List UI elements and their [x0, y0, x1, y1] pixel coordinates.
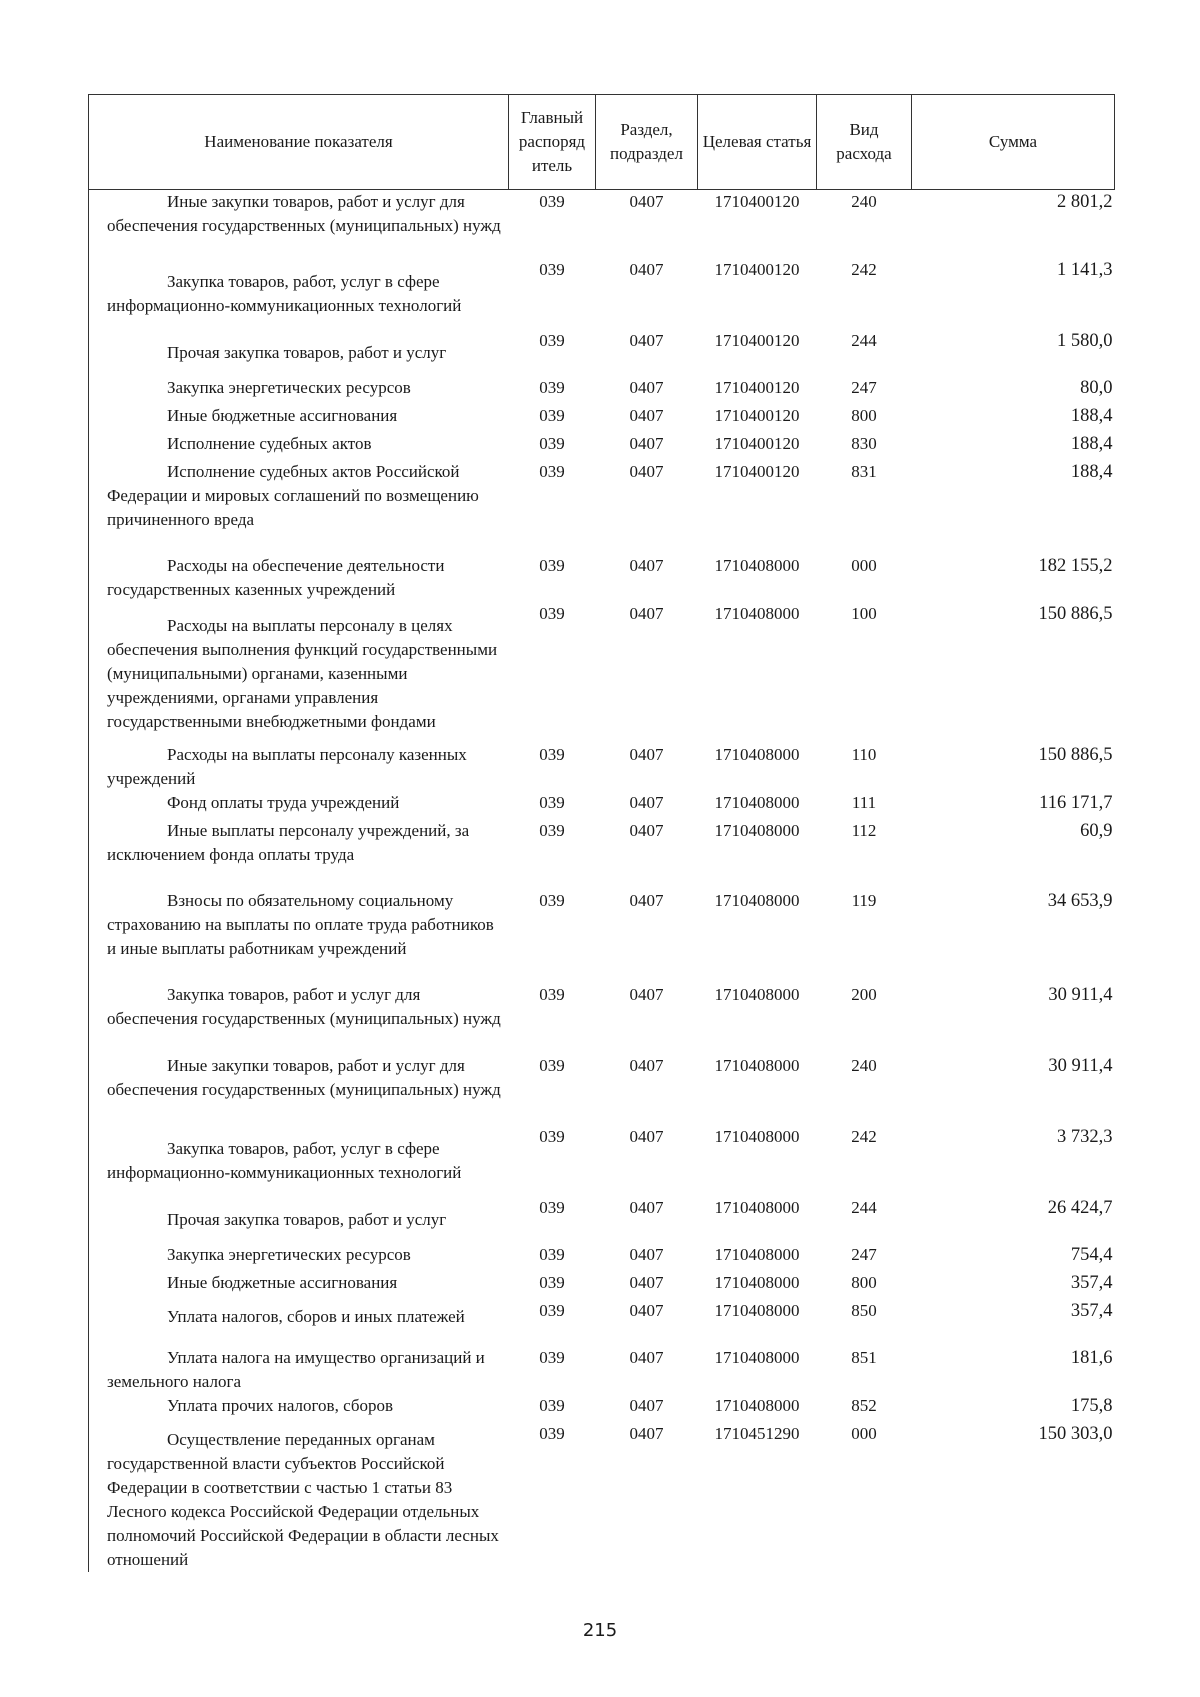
row-main-manager: 039	[539, 192, 565, 211]
row-expense-type: 830	[851, 433, 877, 453]
row-target-article: 1710400120	[714, 461, 800, 481]
row-name-text: Иные закупки товаров, работ и услуг для обеспечения государственных (муниципальных) нужд	[107, 1055, 501, 1099]
table-row	[89, 258, 1115, 329]
header-target-article: Целевая статья	[698, 95, 817, 190]
row-expense-type: 800	[851, 1272, 877, 1292]
row-section: 0407	[629, 820, 664, 840]
row-main-manager: 039	[539, 1272, 565, 1292]
row-expense-type: 247	[851, 1244, 877, 1264]
row-sum: 30 911,4	[1048, 984, 1113, 1005]
row-target-article: 1710408000	[714, 1244, 800, 1264]
row-target-article: 1710408000	[714, 984, 800, 1004]
table-row	[89, 983, 1115, 1054]
row-main-manager: 039	[539, 461, 565, 481]
row-expense-type: 200	[851, 984, 877, 1004]
row-expense-type: 100	[851, 603, 877, 623]
row-name	[89, 258, 509, 329]
row-section: 0407	[629, 377, 664, 397]
page-number: 215	[582, 1620, 618, 1641]
row-name	[89, 190, 509, 258]
row-section: 0407	[629, 192, 664, 211]
row-name	[89, 1346, 509, 1394]
row-name	[89, 1054, 509, 1125]
row-sum: 80,0	[1080, 377, 1113, 398]
row-main-manager: 039	[539, 330, 565, 350]
row-expense-type: 247	[851, 377, 877, 397]
row-sum: 188,4	[1070, 405, 1113, 426]
row-expense-type: 800	[851, 405, 877, 425]
row-main-manager: 039	[539, 1126, 565, 1146]
row-name-text: Уплата налогов, сборов и иных платежей	[167, 1306, 465, 1326]
row-name-text: Прочая закупка товаров, работ и услуг	[167, 1209, 447, 1229]
row-section: 0407	[629, 461, 664, 481]
table-row	[89, 432, 1115, 460]
row-name-text: Прочая закупка товаров, работ и услуг	[167, 342, 447, 362]
row-expense-type: 000	[851, 555, 877, 575]
row-name	[89, 1125, 509, 1196]
row-target-article: 1710408000	[714, 744, 800, 764]
row-section: 0407	[629, 555, 664, 575]
row-sum: 2 801,2	[1057, 192, 1113, 212]
row-sum: 30 911,4	[1048, 1055, 1113, 1076]
row-name-text: Исполнение судебных актов	[167, 433, 372, 453]
budget-table	[88, 94, 1115, 1572]
row-name-text: Расходы на обеспечение деятельности государственных казенных учреждений	[107, 555, 445, 599]
row-target-article: 1710408000	[714, 1126, 800, 1146]
row-name-text: Закупка энергетических ресурсов	[167, 1244, 411, 1264]
row-main-manager: 039	[539, 820, 565, 840]
row-sum: 60,9	[1080, 820, 1113, 841]
table-row	[89, 1125, 1115, 1196]
row-expense-type: 831	[851, 461, 877, 481]
row-sum: 150 886,5	[1038, 744, 1113, 765]
row-sum: 357,4	[1070, 1272, 1113, 1293]
row-main-manager: 039	[539, 792, 565, 812]
row-name	[89, 1243, 509, 1271]
row-name-text: Расходы на выплаты персоналу казенных учреждений	[107, 744, 467, 788]
row-name-text: Иные закупки товаров, работ и услуг для обеспечения государственных (муниципальных) нужд	[107, 192, 501, 235]
row-sum: 175,8	[1070, 1395, 1113, 1416]
header-section: Раздел, подраздел	[596, 95, 698, 190]
row-expense-type: 244	[851, 1197, 877, 1217]
row-target-article: 1710408000	[714, 1347, 800, 1367]
header-expense-type: Вид расхода	[817, 95, 912, 190]
row-name	[89, 1394, 509, 1422]
row-main-manager: 039	[539, 890, 565, 910]
row-name-text: Иные бюджетные ассигнования	[167, 1272, 398, 1292]
row-main-manager: 039	[539, 744, 565, 764]
row-sum: 26 424,7	[1047, 1197, 1113, 1218]
row-section: 0407	[629, 1244, 664, 1264]
row-main-manager: 039	[539, 433, 565, 453]
row-target-article: 1710408000	[714, 792, 800, 812]
row-name-text: Иные бюджетные ассигнования	[167, 405, 398, 425]
header-main-manager: Главный распоряд итель	[509, 95, 596, 190]
row-name	[89, 404, 509, 432]
row-sum: 188,4	[1070, 461, 1113, 482]
row-section: 0407	[629, 1395, 664, 1415]
row-section: 0407	[629, 603, 664, 623]
row-section: 0407	[629, 792, 664, 812]
row-name	[89, 432, 509, 460]
row-sum: 1 580,0	[1057, 330, 1113, 351]
table-row	[89, 460, 1115, 554]
row-name	[89, 791, 509, 819]
table-row	[89, 889, 1115, 983]
row-name-text: Закупка товаров, работ, услуг в сфере информационно-коммуникационных технологий	[107, 1138, 462, 1182]
row-name-text: Расходы на выплаты персоналу в целях обеспечения выполнения функций государственными (муниципальными) органами, казенными учреждениями, органами управления государственными внебюджетными фондами	[107, 615, 498, 731]
table-row	[89, 791, 1115, 819]
row-section: 0407	[629, 1272, 664, 1292]
row-name	[89, 376, 509, 404]
row-target-article: 1710408000	[714, 820, 800, 840]
table-header-row	[89, 95, 1115, 190]
row-section: 0407	[629, 1197, 664, 1217]
row-expense-type: 000	[851, 1423, 877, 1443]
row-sum: 34 653,9	[1047, 890, 1113, 911]
row-sum: 150 886,5	[1038, 603, 1113, 624]
row-name-text: Уплата прочих налогов, сборов	[167, 1395, 393, 1415]
row-sum: 116 171,7	[1039, 792, 1113, 813]
table-row	[89, 190, 1115, 258]
row-name-text: Закупка товаров, работ, услуг в сфере информационно-коммуникационных технологий	[107, 271, 462, 315]
row-main-manager: 039	[539, 603, 565, 623]
row-target-article: 1710408000	[714, 1055, 800, 1075]
row-target-article: 1710400120	[714, 192, 800, 211]
row-expense-type: 110	[851, 744, 877, 764]
row-sum: 1 141,3	[1057, 259, 1113, 280]
row-name	[89, 819, 509, 889]
row-target-article: 1710400120	[714, 433, 800, 453]
row-target-article: 1710408000	[714, 1300, 800, 1320]
row-section: 0407	[629, 1126, 664, 1146]
row-sum: 150 303,0	[1038, 1423, 1113, 1444]
row-expense-type: 240	[851, 192, 877, 211]
row-main-manager: 039	[539, 984, 565, 1004]
row-name-text: Иные выплаты персоналу учреждений, за исключением фонда оплаты труда	[107, 820, 470, 864]
row-sum: 3 732,3	[1057, 1126, 1113, 1147]
row-expense-type: 242	[851, 259, 877, 279]
row-expense-type: 112	[851, 820, 877, 840]
table-row	[89, 602, 1115, 743]
row-name	[89, 889, 509, 983]
row-sum: 357,4	[1070, 1300, 1113, 1321]
row-name	[89, 1271, 509, 1299]
row-target-article: 1710408000	[714, 603, 800, 623]
row-main-manager: 039	[539, 259, 565, 279]
row-target-article: 1710408000	[714, 1197, 800, 1217]
row-main-manager: 039	[539, 1244, 565, 1264]
row-sum: 754,4	[1070, 1244, 1113, 1265]
row-main-manager: 039	[539, 555, 565, 575]
row-expense-type: 852	[851, 1395, 877, 1415]
row-target-article: 1710400120	[714, 377, 800, 397]
row-expense-type: 851	[851, 1347, 877, 1367]
table-row	[89, 1346, 1115, 1394]
table-row	[89, 819, 1115, 889]
row-name-text: Закупка энергетических ресурсов	[167, 377, 411, 397]
row-main-manager: 039	[539, 1055, 565, 1075]
row-expense-type: 119	[851, 890, 877, 910]
row-section: 0407	[629, 1423, 664, 1443]
row-expense-type: 242	[851, 1126, 877, 1146]
table-row	[89, 329, 1115, 376]
table-row	[89, 1054, 1115, 1125]
table-row	[89, 1394, 1115, 1422]
row-target-article: 1710408000	[714, 555, 800, 575]
row-section: 0407	[629, 984, 664, 1004]
row-section: 0407	[629, 433, 664, 453]
row-section: 0407	[629, 1300, 664, 1320]
row-name	[89, 554, 509, 602]
row-main-manager: 039	[539, 1300, 565, 1320]
row-name	[89, 743, 509, 791]
row-target-article: 1710400120	[714, 259, 800, 279]
row-sum: 181,6	[1070, 1347, 1113, 1368]
row-expense-type: 244	[851, 330, 877, 350]
row-section: 0407	[629, 259, 664, 279]
table-row	[89, 1271, 1115, 1299]
row-sum: 188,4	[1070, 433, 1113, 454]
row-name-text: Закупка товаров, работ и услуг для обеспечения государственных (муниципальных) нужд	[107, 984, 501, 1028]
row-section: 0407	[629, 890, 664, 910]
table-row	[89, 376, 1115, 404]
row-name	[89, 602, 509, 743]
row-target-article: 1710400120	[714, 405, 800, 425]
row-target-article: 1710408000	[714, 1272, 800, 1292]
row-name	[89, 460, 509, 554]
row-main-manager: 039	[539, 1197, 565, 1217]
row-main-manager: 039	[539, 377, 565, 397]
table-row	[89, 1243, 1115, 1271]
row-sum: 182 155,2	[1038, 555, 1113, 576]
row-name	[89, 983, 509, 1054]
table-row	[89, 404, 1115, 432]
row-target-article: 1710408000	[714, 890, 800, 910]
row-main-manager: 039	[539, 1347, 565, 1367]
row-main-manager: 039	[539, 1423, 565, 1443]
table-row	[89, 1196, 1115, 1243]
row-section: 0407	[629, 330, 664, 350]
row-expense-type: 111	[851, 792, 877, 812]
row-name	[89, 329, 509, 376]
header-name: Наименование показателя	[89, 95, 509, 190]
row-target-article: 1710408000	[714, 1395, 800, 1415]
row-expense-type: 240	[851, 1055, 877, 1075]
row-name	[89, 1196, 509, 1243]
table-row	[89, 743, 1115, 791]
row-section: 0407	[629, 744, 664, 764]
row-name-text: Взносы по обязательному социальному страхованию на выплаты по оплате труда работников и иные выплаты работникам учреждений	[107, 890, 494, 958]
row-name-text: Осуществление переданных органам государственной власти субъектов Российской Федерации в соответствии с частью 1 статьи 83 Лесного кодекса Российской Федерации отдельных полномочий Российской Федерации в области лесных отношений	[107, 1429, 499, 1569]
row-name-text: Исполнение судебных актов Российской Федерации и мировых соглашений по возмещению причиненного вреда	[107, 461, 479, 529]
row-section: 0407	[629, 1347, 664, 1367]
row-main-manager: 039	[539, 405, 565, 425]
row-section: 0407	[629, 405, 664, 425]
table-row	[89, 1422, 1115, 1572]
row-name-text: Фонд оплаты труда учреждений	[167, 792, 400, 812]
row-name	[89, 1422, 509, 1572]
table-row	[89, 554, 1115, 602]
row-target-article: 1710451290	[714, 1423, 800, 1443]
row-name	[89, 1299, 509, 1346]
table-row	[89, 1299, 1115, 1346]
row-section: 0407	[629, 1055, 664, 1075]
row-expense-type: 850	[851, 1300, 877, 1320]
header-sum: Сумма	[912, 95, 1115, 190]
row-target-article: 1710400120	[714, 330, 800, 350]
row-name-text: Уплата налога на имущество организаций и земельного налога	[107, 1347, 485, 1391]
row-main-manager: 039	[539, 1395, 565, 1415]
